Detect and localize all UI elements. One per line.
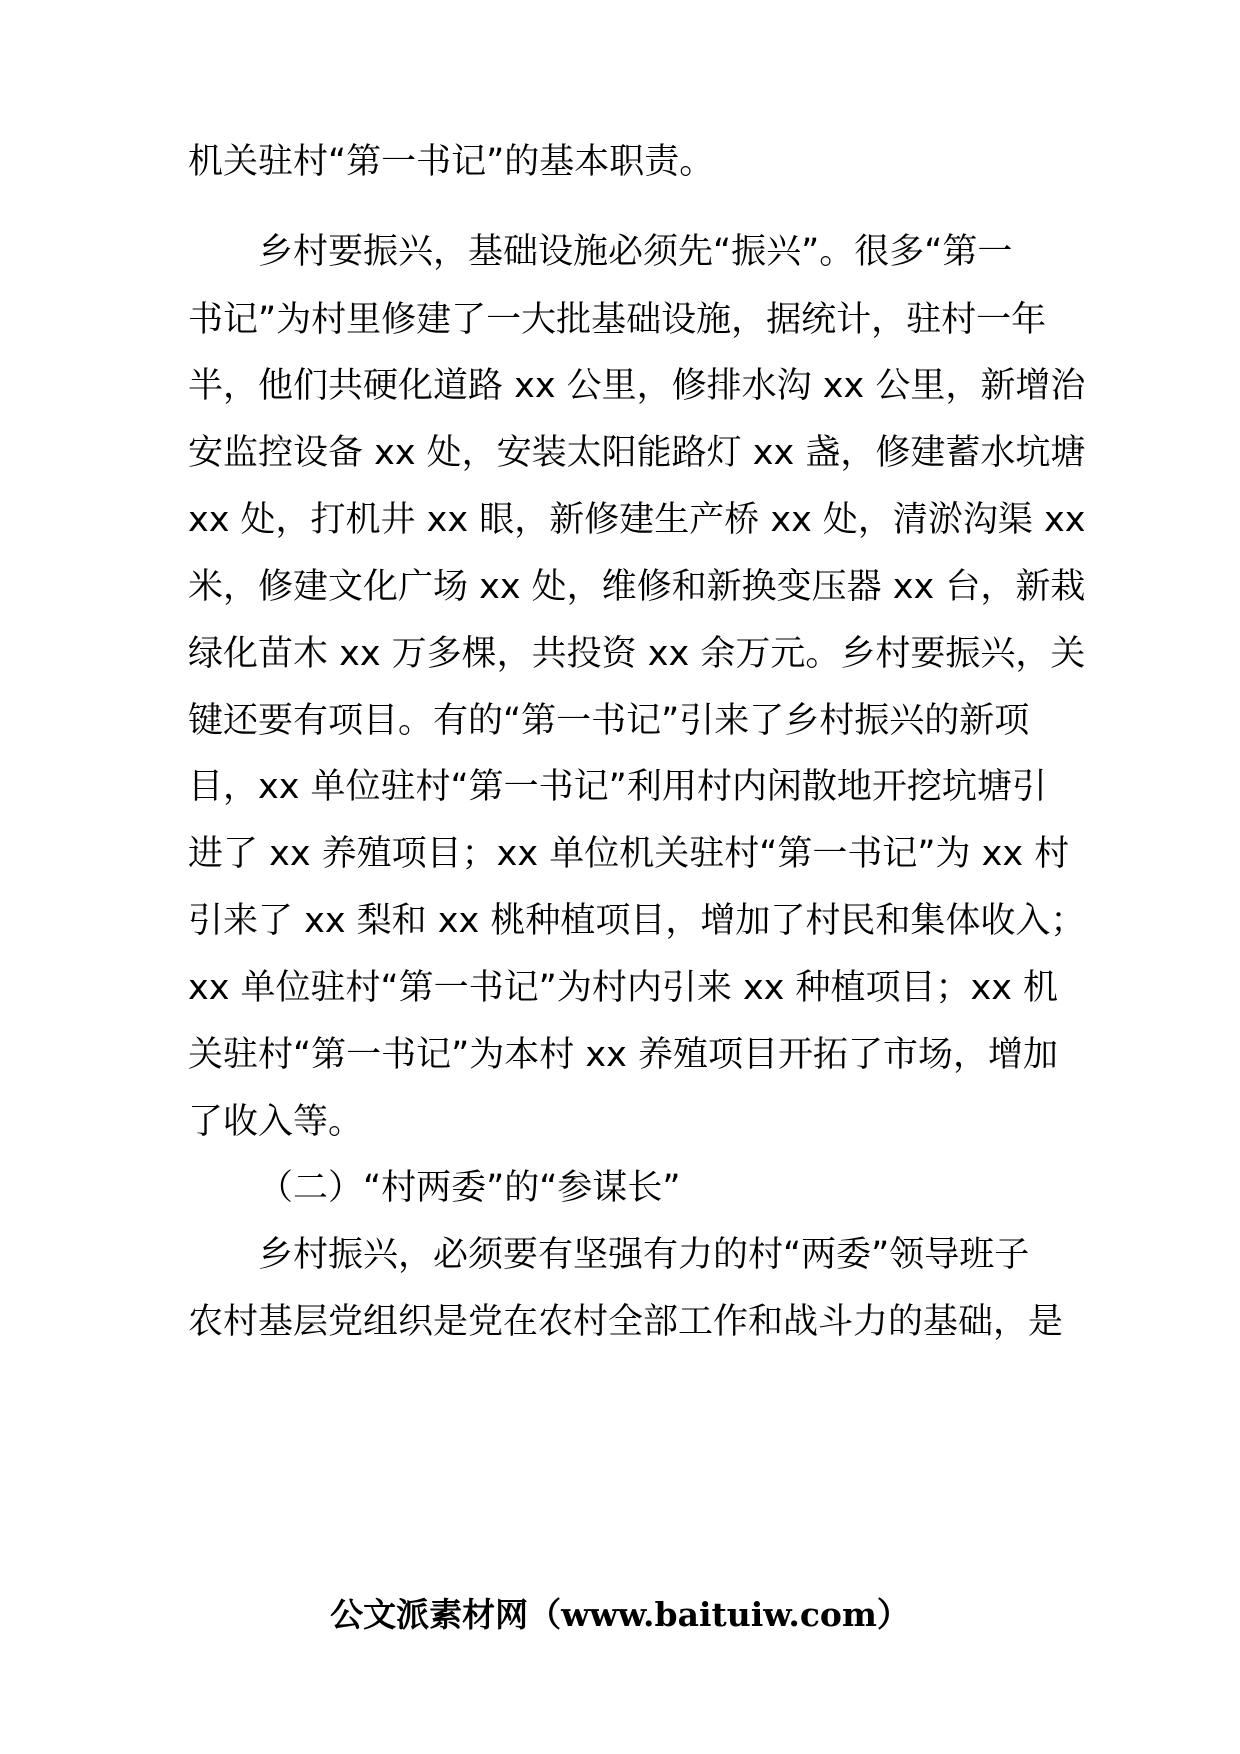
text-line: 引来了 xx 梨和 xx 桃种植项目，增加了村民和集体收入； <box>188 901 1086 941</box>
text-line: 米，修建文化广场 xx 处，维修和新换变压器 xx 台，新栽 <box>188 567 1086 607</box>
text-line: 安监控设备 xx 处，安装太阳能路灯 xx 盏，修建蓄水坑塘 <box>188 433 1086 473</box>
paragraph-start-line: 乡村振兴，必须要有坚强有力的村“两委”领导班子 <box>258 1235 1030 1275</box>
text-line: xx 处，打机井 xx 眼，新修建生产桥 xx 处，清淤沟渠 xx <box>188 500 1086 540</box>
text-line: 目，xx 单位驻村“第一书记”利用村内闲散地开挖坑塘引 <box>188 767 1047 807</box>
section-heading: （二）“村两委”的“参谋长” <box>258 1168 681 1208</box>
footer-watermark: 公文派素材网（www.baituiw.com） <box>330 1595 910 1634</box>
text-line: 半，他们共硬化道路 xx 公里，修排水沟 xx 公里，新增治 <box>188 366 1086 406</box>
text-line: xx 单位驻村“第一书记”为村内引来 xx 种植项目；xx 机 <box>188 968 1059 1008</box>
text-line: 书记”为村里修建了一大批基础设施，据统计，驻村一年 <box>188 300 1047 340</box>
paragraph-start-line: 乡村要振兴，基础设施必须先“振兴”。很多“第一 <box>258 232 1013 272</box>
text-line: 进了 xx 养殖项目；xx 单位机关驻村“第一书记”为 xx 村 <box>188 834 1070 874</box>
text-line: 农村基层党组织是党在农村全部工作和战斗力的基础，是 <box>188 1302 1064 1342</box>
text-line: 了收入等。 <box>188 1102 364 1142</box>
text-line: 绿化苗木 xx 万多棵，共投资 xx 余万元。乡村要振兴，关 <box>188 634 1086 674</box>
text-line: 键还要有项目。有的“第一书记”引来了乡村振兴的新项 <box>188 701 1030 741</box>
text-line: 关驻村“第一书记”为本村 xx 养殖项目开拓了市场，增加 <box>188 1035 1058 1075</box>
text-line: 机关驻村“第一书记”的基本职责。 <box>188 142 715 182</box>
